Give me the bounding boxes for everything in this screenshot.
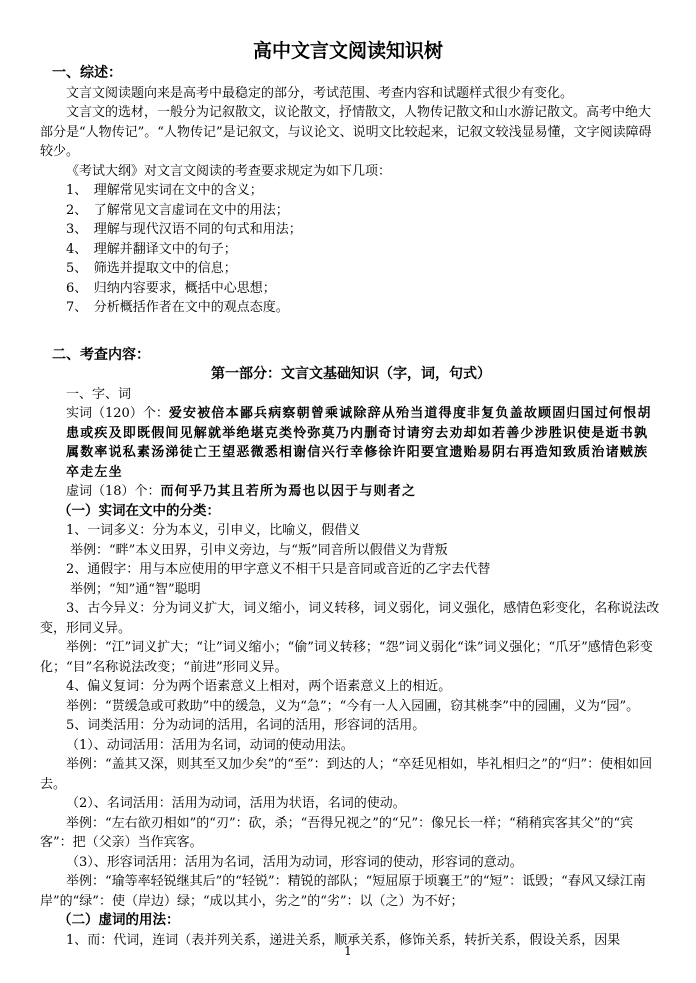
function-words-chars: 而何乎乃其且若所为焉也以因于与则者之 — [160, 484, 417, 499]
list-item: 4、 理解并翻译文中的句子； — [66, 241, 237, 257]
notional-words-list — [66, 404, 662, 482]
item: 1、而：代词，连词（表并列关系，递进关系，顺承关系，修饰关系，转折关系，假设关系，因果 — [66, 932, 621, 948]
list-item: 7、 分析概括作者在文中的观点态度。 — [66, 300, 289, 315]
document-body — [40, 64, 662, 950]
page-title: 高中文言文阅读知识树 — [252, 40, 443, 62]
section-heading-content: 二、考查内容： — [52, 346, 150, 363]
paragraph: 《考试大纲》对文言文阅读的考查要求规定为如下几项： — [66, 163, 392, 179]
part-heading: 第一部分：文言文基础知识（字，词，句式） — [211, 366, 491, 382]
notional-words-label: 实词（120）个： — [66, 406, 169, 421]
paragraph: 文言文阅读题向来是高考中最稳定的部分，考试范围、考查内容和试题样式很少有变化。 — [66, 85, 574, 101]
example: 举例：“畔”本义田界，引申义旁边，与“叛”同音所以假借义为背叛 — [70, 542, 448, 558]
item: （3）、形容词活用：活用为名词，活用为动词，形容词的使动，形容词的意动。 — [66, 854, 523, 870]
item: 5、词类活用：分为动词的活用，名词的活用，形容词的活用。 — [66, 718, 426, 733]
list-item: 6、 归纳内容要求，概括中心思想； — [66, 280, 276, 296]
paragraph: 文言文的选材，一般分为记叙散文，议论散文，抒情散文，人物传记散文和山水游记散文。高考中绝大部分是“人物传记”。“人物传记”是记叙文，与议论文、说明文比较起来，记叙文较浅显易懂，文字阅读障碍较少。 — [40, 105, 652, 159]
list-item: 5、 筛选并提取文中的信息； — [66, 261, 237, 276]
item: 4、偏义复词：分为两个语素意义上相对，两个语素意义上的相近。 — [66, 679, 452, 694]
example: 举例；“知”通“智”聪明 — [70, 581, 201, 597]
example: 举例：“江”词义扩大；“让”词义缩小；“偷”词义转移；“怨”词义弱化“诛”词义强化；“爪牙”感情色彩变化；“目”名称说法改变；“前进”形同义异。 — [40, 640, 653, 675]
subsection-heading: 一、字、词 — [66, 386, 132, 402]
notional-words-chars: 爱安被倍本鄙兵病察朝曾乘诚除辞从殆当道得度非复负盖故顾固归国过何恨胡患或疾及即既假间见解就举绝堪克类怜弥莫乃内删奇讨请穷去劝却如若善少涉胜识使是逝书孰属数率说私素汤涕徒亡王望恶微悉相谢信兴行幸修徐许阳要宜遗贻易阴右再造知致质治诸贼族卒走左坐 — [66, 406, 652, 480]
list-item: 1、 理解常见实词在文中的含义； — [66, 183, 263, 198]
subsection-heading-function: （二）虚词的用法： — [58, 912, 180, 928]
page-number: 1 — [344, 944, 352, 958]
list-item: 3、 理解与现代汉语不同的句式和用法； — [66, 222, 302, 237]
item: 1、一词多义：分为本义，引申义，比喻义，假借义 — [66, 523, 361, 538]
example: 举例：“盖其又深，则其至又加少矣”的“至”：到达的人；“卒廷见相如，毕礼相归之”的“归”：使相如回去。 — [40, 757, 653, 792]
item: （1）、动词活用：活用为名词，动词的使动用法。 — [66, 737, 354, 753]
example: 举例：“瑜等率轻锐继其后”的“轻锐”：精锐的部队；“短屈原于顷襄王”的“短”：诋毁；“春风又绿江南岸”的“绿”：使（岸边）绿；“成以其小，劣之”的“劣”：以（之）为不好； — [40, 874, 646, 909]
item: 3、古今异义：分为词义扩大，词义缩小，词义转移，词义弱化，词义强化，感情色彩变化，名称说法改变，形同义异。 — [40, 601, 660, 636]
example: 举例：“左右欲刃相如”的“刃”：砍，杀；“吾得兄视之”的“兄”：像兄长一样；“稍稍宾客其父”的“宾客”：把（父亲）当作宾客。 — [40, 815, 634, 850]
item: （2）、名词活用：活用为动词，活用为状语，名词的使动。 — [66, 796, 406, 811]
section-heading-overview: 一、综述： — [52, 65, 122, 81]
item: 2、通假字：用与本应使用的甲字意义不相干只是音同或音近的乙字去代替 — [66, 562, 491, 577]
list-item: 2、 了解常见文言虚词在文中的用法； — [66, 202, 289, 218]
function-words-list — [66, 482, 662, 502]
function-words-label: 虚词（18）个： — [66, 484, 161, 499]
subsection-heading-notional: （一）实词在文中的分类： — [58, 502, 220, 519]
example: 举例：“贳缓急或可救助”中的缓急，义为“急”；“今有一人入园圃，窃其桃李”中的园圃，义为“园”。 — [66, 698, 640, 714]
